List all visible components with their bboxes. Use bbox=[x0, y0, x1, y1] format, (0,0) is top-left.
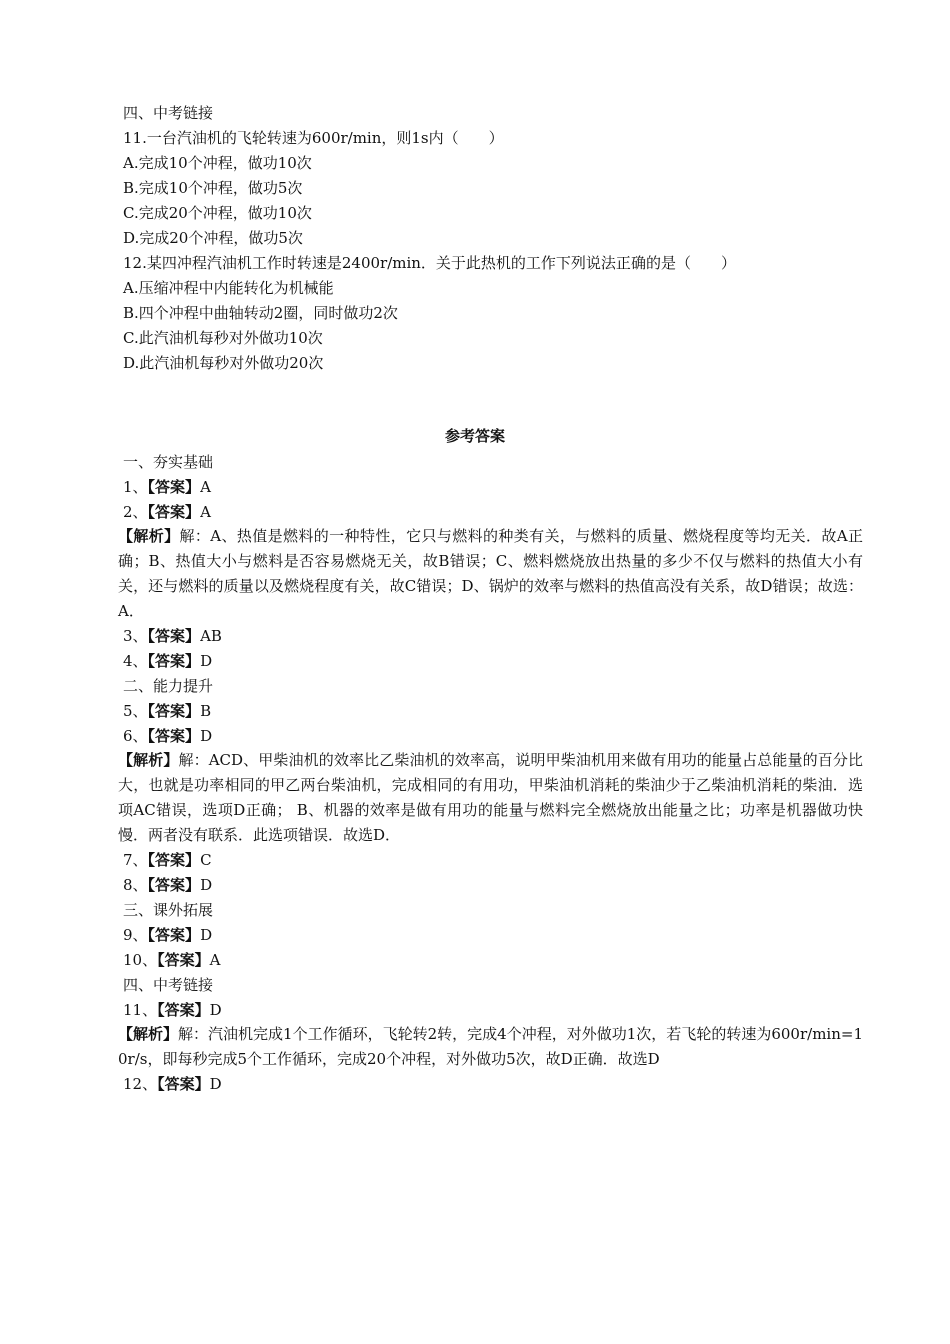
answer-line bbox=[123, 925, 212, 945]
answer-line bbox=[123, 950, 220, 970]
answer-number: 1、 bbox=[123, 478, 148, 496]
question-11-option-c: C.完成20个冲程，做功10次 bbox=[123, 204, 312, 222]
answer-tag: 【答案】 bbox=[147, 851, 201, 869]
question-12-option-a: A.压缩冲程中内能转化为机械能 bbox=[123, 279, 334, 297]
question-11-option-d: D.完成20个冲程，做功5次 bbox=[123, 229, 303, 247]
answer-tag: 【答案】 bbox=[157, 1075, 210, 1093]
answer-value: C bbox=[200, 851, 212, 869]
answer-line bbox=[123, 701, 211, 721]
answer-value: A bbox=[209, 951, 221, 969]
answer-line bbox=[123, 726, 212, 746]
answer-tag: 【答案】 bbox=[147, 652, 201, 670]
answer-number: 11、 bbox=[123, 1001, 158, 1019]
answer-line bbox=[123, 1000, 222, 1020]
answer-tag: 【答案】 bbox=[147, 478, 201, 496]
answers-title: 参考答案 bbox=[444, 427, 505, 445]
answer-value: B bbox=[200, 702, 212, 720]
answer-value: AB bbox=[200, 627, 222, 645]
analysis-paragraph bbox=[118, 1022, 863, 1072]
analysis-text: 解：ACD、甲柴油机的效率比乙柴油机的效率高，说明甲柴油机用来做有用功的能量占总能量的百分比大，也就是功率相同的甲乙两台柴油机，完成相同的有用功，甲柴油机消耗的柴油少于乙柴油机消耗的柴油．选项AC错误，选项D正确； B、机器的效率是做有用功的能量与燃料完全燃烧放出能量之比；功率是机器做功快慢．两者没有联系．此选项错误．故选D． bbox=[118, 751, 863, 844]
answer-value: D bbox=[200, 926, 213, 944]
answers-section-2: 二、能力提升 bbox=[123, 677, 214, 695]
question-12-option-d: D.此汽油机每秒对外做功20次 bbox=[123, 354, 324, 372]
answer-value: D bbox=[209, 1001, 222, 1019]
answer-number: 6、 bbox=[123, 727, 148, 745]
answer-number: 8、 bbox=[123, 876, 148, 894]
answer-line bbox=[123, 875, 212, 895]
question-11-option-a: A.完成10个冲程，做功10次 bbox=[123, 154, 312, 172]
answer-tag: 【答案】 bbox=[147, 702, 201, 720]
question-12-stem: 12.某四冲程汽油机工作时转速是2400r/min．关于此热机的工作下列说法正确的是（ ） bbox=[123, 254, 736, 272]
answer-number: 7、 bbox=[123, 851, 148, 869]
answer-line bbox=[123, 477, 211, 497]
answer-tag: 【答案】 bbox=[157, 1001, 210, 1019]
answer-number: 2、 bbox=[123, 503, 148, 521]
analysis-paragraph bbox=[118, 524, 863, 624]
analysis-paragraph bbox=[118, 748, 863, 848]
answer-line bbox=[123, 651, 212, 671]
question-11-stem: 11.一台汽油机的飞轮转速为600r/min，则1s内（ ） bbox=[123, 129, 504, 147]
question-12-option-b: B.四个冲程中曲轴转动2圈，同时做功2次 bbox=[123, 304, 398, 322]
answer-number: 12、 bbox=[123, 1075, 158, 1093]
answer-value: D bbox=[209, 1075, 222, 1093]
answer-tag: 【答案】 bbox=[147, 627, 201, 645]
answer-line bbox=[123, 502, 211, 522]
question-12-option-c: C.此汽油机每秒对外做功10次 bbox=[123, 329, 323, 347]
analysis-tag: 【解析】 bbox=[118, 751, 179, 769]
answers-section-1: 一、夯实基础 bbox=[123, 453, 214, 471]
answer-tag: 【答案】 bbox=[147, 727, 201, 745]
answer-tag: 【答案】 bbox=[147, 503, 201, 521]
answer-number: 9、 bbox=[123, 926, 148, 944]
answer-tag: 【答案】 bbox=[147, 926, 201, 944]
answer-tag: 【答案】 bbox=[157, 951, 210, 969]
answer-line bbox=[123, 1074, 222, 1094]
answer-value: D bbox=[200, 876, 213, 894]
answer-value: D bbox=[200, 727, 213, 745]
section-heading: 四、中考链接 bbox=[123, 104, 214, 122]
analysis-text: 解：汽油机完成1个工作循环，飞轮转2转，完成4个冲程，对外做功1次，若飞轮的转速为600r/min=10r/s，即每秒完成5个工作循环，完成20个冲程，对外做功5次，故D正确．故选D bbox=[118, 1025, 863, 1068]
answer-value: A bbox=[200, 478, 211, 496]
analysis-text: 解：A、热值是燃料的一种特性，它只与燃料的种类有关，与燃料的质量、燃烧程度等均无关．故A正确；B、热值大小与燃料是否容易燃烧无关，故B错误；C、燃料燃烧放出热量的多少不仅与燃料的热值大小有关，还与燃料的质量以及燃烧程度有关，故C错误；D、锅炉的效率与燃料的热值高没有关系，故D错误；故选：A． bbox=[118, 527, 863, 620]
question-11-option-b: B.完成10个冲程，做功5次 bbox=[123, 179, 303, 197]
analysis-tag: 【解析】 bbox=[118, 1025, 179, 1043]
answers-section-3: 三、课外拓展 bbox=[123, 901, 214, 919]
answer-number: 5、 bbox=[123, 702, 148, 720]
answer-value: D bbox=[200, 652, 213, 670]
answer-number: 3、 bbox=[123, 627, 148, 645]
answer-line bbox=[123, 626, 222, 646]
answer-value: A bbox=[200, 503, 211, 521]
answer-line bbox=[123, 850, 212, 870]
answer-number: 10、 bbox=[123, 951, 158, 969]
analysis-tag: 【解析】 bbox=[118, 527, 180, 545]
answer-number: 4、 bbox=[123, 652, 148, 670]
answer-tag: 【答案】 bbox=[147, 876, 201, 894]
answers-section-4: 四、中考链接 bbox=[123, 976, 214, 994]
